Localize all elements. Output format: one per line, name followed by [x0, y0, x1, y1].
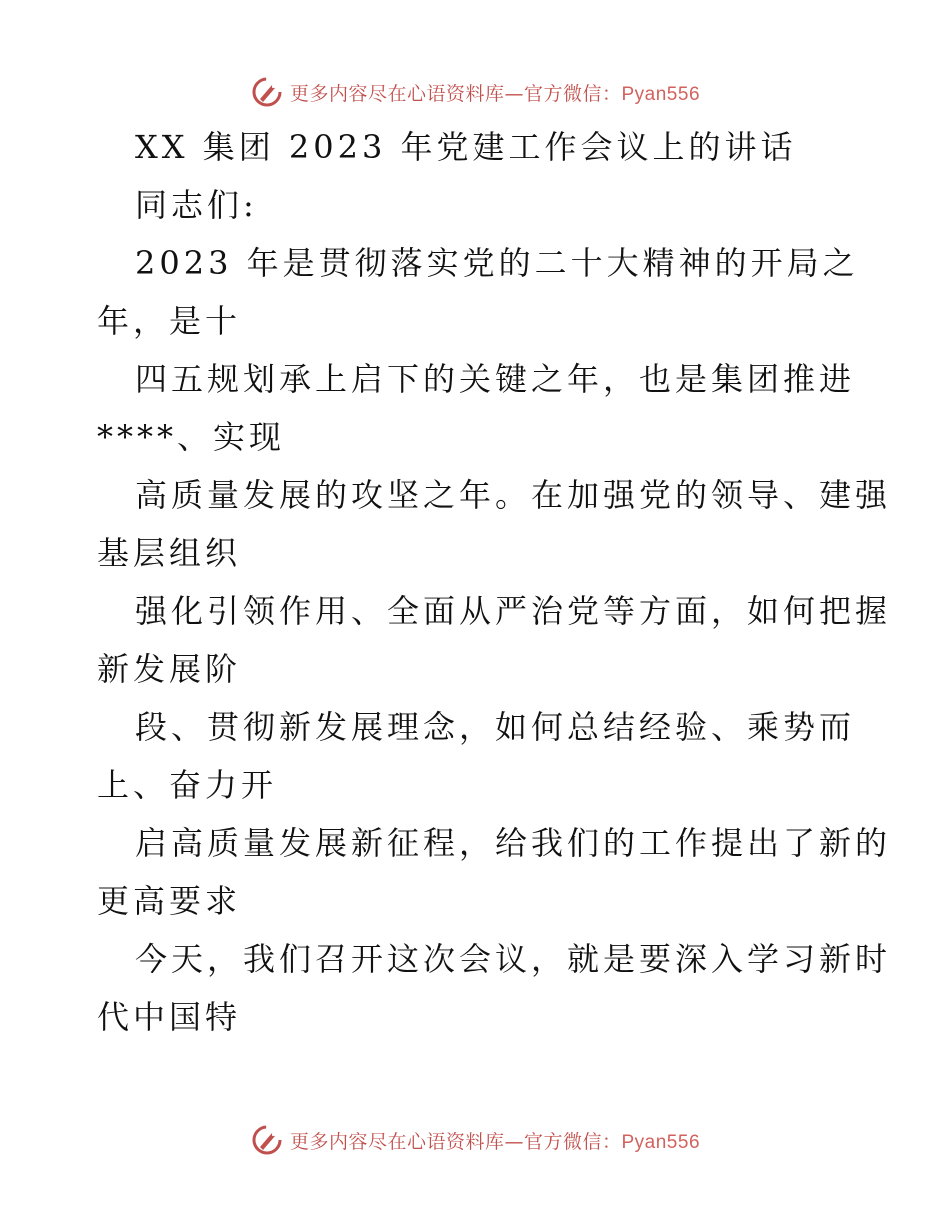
- paragraph-line: 四五规划承上启下的关键之年，也是集团推进: [135, 360, 856, 398]
- paragraph-line: 启高质量发展新征程，给我们的工作提出了新的: [135, 824, 892, 862]
- watermark-label: 官方微信：: [523, 1130, 622, 1153]
- paragraph-line: 年，是十: [97, 302, 242, 340]
- watermark-site-name: 更多内容尽在心语资料库: [289, 1130, 505, 1153]
- pen-nib-swirl-icon: [250, 75, 284, 109]
- watermark-label: 官方微信：: [523, 82, 622, 105]
- paragraph-line: 高质量发展的攻坚之年。在加强党的领导、建强: [135, 476, 892, 514]
- watermark-site-name: 更多内容尽在心语资料库: [289, 82, 505, 105]
- paragraph-line: 2023 年是贯彻落实党的二十大精神的开局之: [135, 244, 859, 282]
- paragraph-line: 新发展阶: [97, 650, 242, 688]
- paragraph-line: 段、贯彻新发展理念，如何总结经验、乘势而: [135, 708, 856, 746]
- watermark-text: [290, 79, 700, 106]
- pen-nib-swirl-icon: [250, 1123, 284, 1157]
- paragraph-line: 基层组织: [97, 534, 242, 572]
- document-title: XX 集团 2023 年党建工作会议上的讲话: [135, 128, 797, 166]
- watermark-separator: —: [504, 82, 524, 105]
- watermark-wechat-id: Pyan556: [621, 1131, 701, 1153]
- watermark-wechat-id: Pyan556: [621, 83, 701, 105]
- paragraph-line: 更高要求: [97, 882, 242, 920]
- salutation: 同志们:: [135, 186, 258, 224]
- watermark-separator: —: [504, 1130, 524, 1153]
- paragraph-line: 强化引领作用、全面从严治党等方面，如何把握: [135, 592, 892, 630]
- header-watermark: [0, 72, 950, 112]
- paragraph-line: 代中国特: [97, 998, 242, 1036]
- paragraph-line: 今天，我们召开这次会议，就是要深入学习新时: [135, 940, 892, 978]
- paragraph-line: 上、奋力开: [97, 766, 278, 804]
- footer-watermark: [0, 1120, 950, 1160]
- watermark-text: [290, 1127, 700, 1154]
- paragraph-line: ****、实现: [97, 418, 286, 456]
